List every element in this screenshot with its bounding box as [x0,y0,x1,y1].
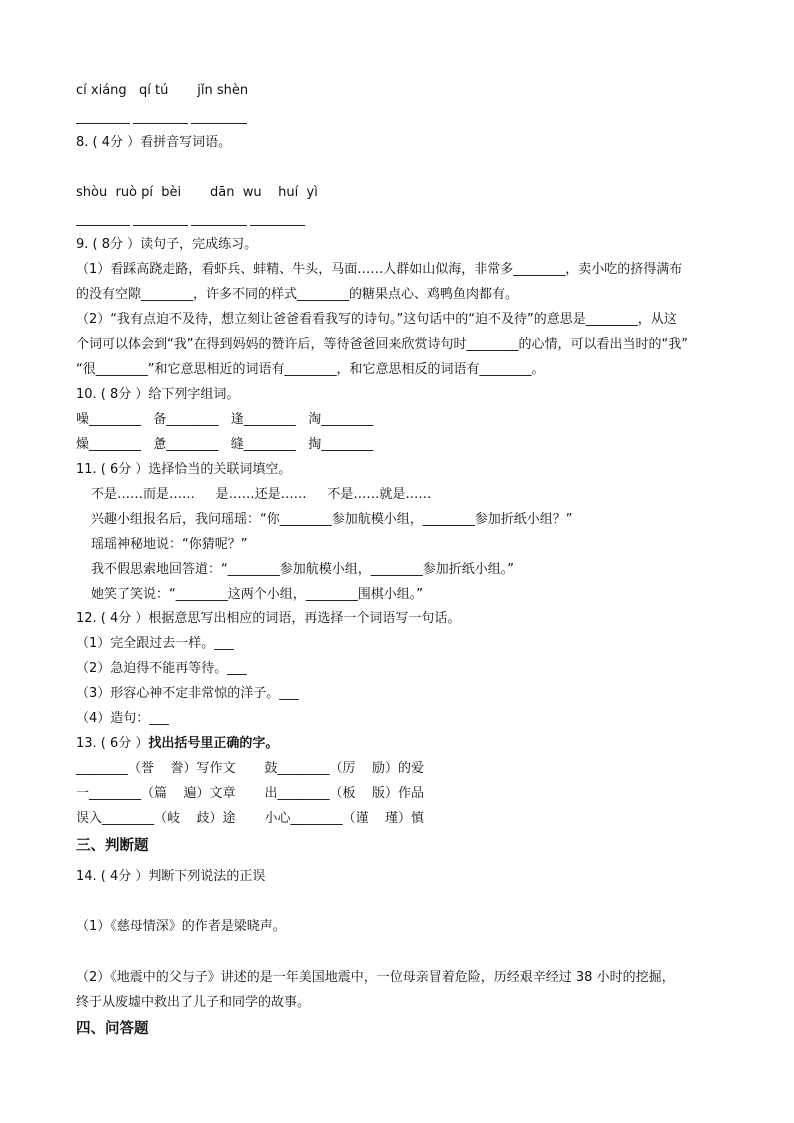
pinyin-line: shòu ruò pí bèi dān wu huí yì [76,185,318,200]
question-header: 14. ( 4分 ）判断下列说法的正误 [76,869,266,884]
pinyin-line: cí xiáng qí tú jǐn shèn [76,83,249,98]
answer-blank[interactable] [76,123,130,124]
option-list: 不是……而是…… 是……还是…… 不是……就是…… [91,487,432,502]
list-item: （3）形容心神不定非常惊的洋子。___ [76,686,299,701]
question-header: 10. ( 8分 ）给下列字组词。 [76,387,240,402]
question-header: 11. ( 6分 ）选择恰当的关联词填空。 [76,462,292,477]
question-header: 12. ( 4分 ）根据意思写出相应的词语，再选择一个词语写一句话。 [76,611,461,626]
word-row: 误入________（岐 歧）途 小心________（谨 瑾）慎 [76,811,424,826]
list-item: （1）完全跟过去一样。___ [76,636,234,651]
answer-blank[interactable] [133,123,188,124]
answer-blank[interactable] [191,225,247,226]
question-text: 她笑了笑说：“________这两个小组，________围棋小组。” [91,587,423,602]
section-heading: 三、判断题 [76,837,149,854]
question-text: 个词可以体会到“我”在得到妈妈的赞许后，等待爸爸回来欣赏诗句时________的心情，可以看出当时的“我” [76,337,688,352]
list-item: （1）《慈母情深》的作者是梁晓声。 [76,919,286,934]
question-text: “很________”和它意思相近的词语有________，和它意思相反的词语有________。 [76,362,545,377]
word-row: 一________（篇 遍）文章 出________（板 版）作品 [76,786,424,801]
answer-blank[interactable] [191,123,247,124]
list-item: （4）造句：___ [76,711,169,726]
question-header: 9. ( 8分 ）读句子，完成练习。 [76,237,258,252]
word-row: 噪________ 备________ 逢________ 淘________ [76,412,374,427]
list-item: 终于从废墟中救出了儿子和同学的故事。 [76,995,311,1010]
answer-blank[interactable] [133,225,188,226]
question-text: （2）“我有点迫不及待，想立刻让爸爸看看我写的诗句。”这句话中的“迫不及待”的意思是________，从这 [76,312,677,327]
answer-blank[interactable] [250,225,305,226]
answer-blank[interactable] [76,225,130,226]
question-text: 的没有空隙________，许多不同的样式________的糖果点心、鸡鸭鱼肉都有。 [76,287,519,302]
question-title: 找出括号里正确的字。 [148,736,279,751]
question-text: 我不假思索地回答道：“________参加航模小组，________参加折纸小组。” [91,562,514,577]
list-item: （2）《地震中的父与子》讲述的是一年美国地震中，一位母亲冒着危险，历经艰辛经过 38 小时的挖掘， [76,970,675,985]
word-row: 燥________ 惫________ 缝________ 掏________ [76,437,374,452]
question-text: （1）看踩高跷走路，看虾兵、蚌精、牛头，马面……人群如山似海，非常多________，卖小吃的挤得满布 [76,262,683,277]
question-text: 兴趣小组报名后，我问瑶瑶：“你________参加航模小组，________参加折纸小组？” [91,512,573,527]
question-number: 13. ( 6分 ） [76,736,149,751]
question-text: 瑶瑶神秘地说：“你猜呢？” [91,537,248,552]
question-header [76,735,278,753]
list-item: （2）急迫得不能再等待。___ [76,661,247,676]
section-heading: 四、问答题 [76,1020,149,1037]
question-header: 8. ( 4分 ）看拼音写词语。 [76,135,232,150]
word-row: ________（誉 誊）写作文 鼓________（厉 励）的爱 [76,761,424,776]
